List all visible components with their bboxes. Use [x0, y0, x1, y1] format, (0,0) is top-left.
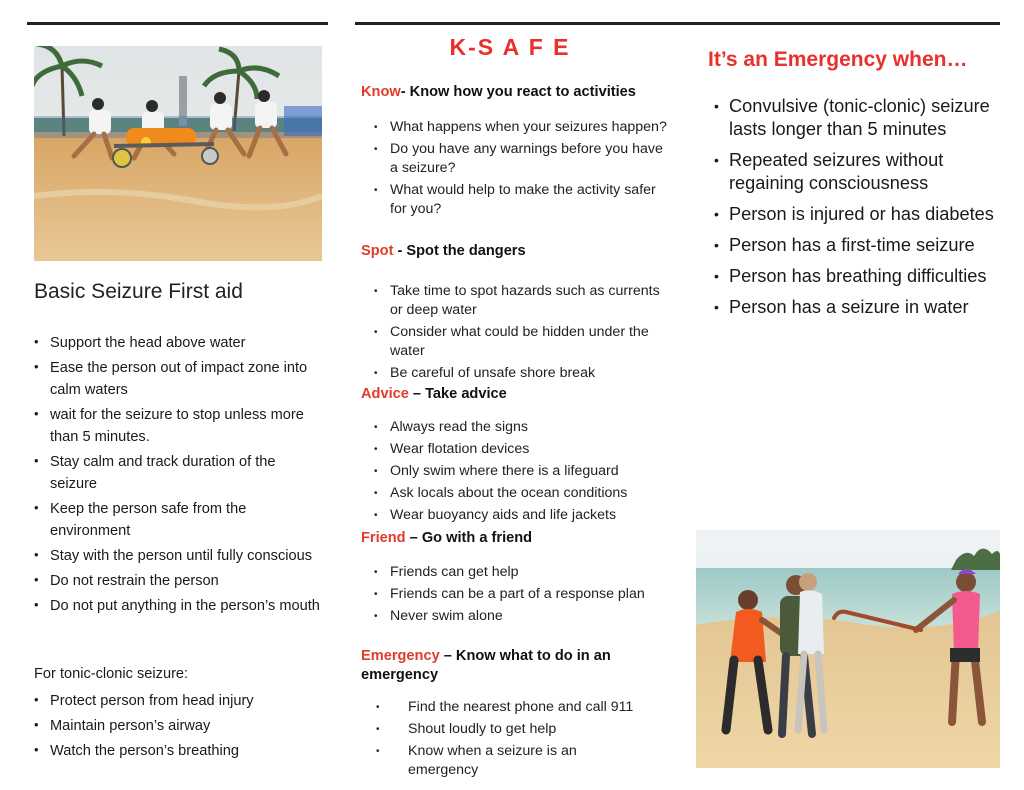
section-title: – Take advice — [408, 386, 507, 402]
beach-wheelchair-photo — [34, 46, 322, 261]
list-item: • Convulsive (tonic-clonic) seizure lasts longer than 5 minutes — [714, 95, 1004, 141]
list-item: • What happens when your seizures happen? — [374, 118, 674, 137]
list-item: • Always read the signs — [374, 418, 674, 437]
section-title: – Go with a friend — [405, 530, 533, 546]
list-item: • wait for the seizure to stop unless more than 5 minutes. — [34, 404, 324, 448]
section-title: – Know what to do in an emergency — [361, 648, 611, 683]
list-item: • Friends can get help — [374, 563, 674, 582]
section-title: - Know how you react to activities — [400, 84, 636, 100]
list-item: • Keep the person safe from the environment — [34, 498, 324, 542]
friend-list — [374, 563, 674, 629]
list-item: • Do not put anything in the person’s mouth — [34, 595, 324, 617]
first-aid-list — [34, 332, 324, 620]
list-item: • Take time to spot hazards such as currents or deep water — [374, 282, 674, 320]
advice-list — [374, 418, 674, 528]
list-item: • Be careful of unsafe shore break — [374, 364, 674, 383]
section-heading-spot — [361, 242, 681, 261]
section-heading-friend — [361, 529, 681, 548]
list-item: • Repeated seizures without regaining consciousness — [714, 149, 1004, 195]
left-column-rule — [27, 22, 328, 25]
list-item: • Person has a first-time seizure — [714, 234, 1004, 257]
section-key: Friend — [361, 530, 406, 546]
list-item: • Ask locals about the ocean conditions — [374, 484, 674, 503]
list-item: • Person has breathing difficulties — [714, 265, 1004, 288]
list-item: • Wear buoyancy aids and life jackets — [374, 506, 674, 525]
section-key: Spot — [361, 243, 394, 259]
list-item: • Stay with the person until fully conscious — [34, 545, 324, 567]
section-heading-emergency — [361, 647, 651, 685]
section-heading-advice — [361, 385, 681, 404]
list-item: • Person has a seizure in water — [714, 296, 1004, 319]
beach-walkers-photo — [696, 530, 1000, 768]
list-item: • Do not restrain the person — [34, 570, 324, 592]
section-heading-know — [361, 83, 681, 102]
tonic-clonic-list — [34, 690, 324, 765]
emergency-title: It’s an Emergency when… — [708, 48, 968, 71]
emergency-list — [376, 698, 676, 783]
list-item: • Know when a seizure is an emergency — [376, 742, 608, 780]
list-item: • Only swim where there is a lifeguard — [374, 462, 674, 481]
list-item: • Maintain person’s airway — [34, 715, 324, 737]
list-item: • Stay calm and track duration of the seizure — [34, 451, 324, 495]
right-columns-rule — [355, 22, 1000, 25]
know-list — [374, 118, 674, 222]
section-key: Emergency — [361, 648, 440, 664]
list-item: • Friends can be a part of a response plan — [374, 585, 674, 604]
list-item: • Protect person from head injury — [34, 690, 324, 712]
emergency-conditions-list — [714, 95, 1004, 327]
list-item: • Wear flotation devices — [374, 440, 674, 459]
tonic-clonic-subheading: For tonic-clonic seizure: — [34, 666, 189, 682]
list-item: • Ease the person out of impact zone into calm waters — [34, 357, 324, 401]
first-aid-heading: Basic Seizure First aid — [34, 280, 243, 303]
list-item: • Find the nearest phone and call 911 — [376, 698, 676, 717]
section-key: Know — [361, 84, 401, 100]
section-title: - Spot the dangers — [393, 243, 526, 259]
list-item: • What would help to make the activity safer for you? — [374, 181, 674, 219]
list-item: • Never swim alone — [374, 607, 674, 626]
list-item: • Watch the person’s breathing — [34, 740, 324, 762]
section-key: Advice — [361, 386, 409, 402]
list-item: • Consider what could be hidden under the water — [374, 323, 674, 361]
list-item: • Person is injured or has diabetes — [714, 203, 1004, 226]
ksafe-title: K-S A F E — [449, 34, 571, 60]
list-item: • Shout loudly to get help — [376, 720, 676, 739]
list-item: • Do you have any warnings before you have a seizure? — [374, 140, 674, 178]
spot-list — [374, 282, 674, 386]
list-item: • Support the head above water — [34, 332, 324, 354]
